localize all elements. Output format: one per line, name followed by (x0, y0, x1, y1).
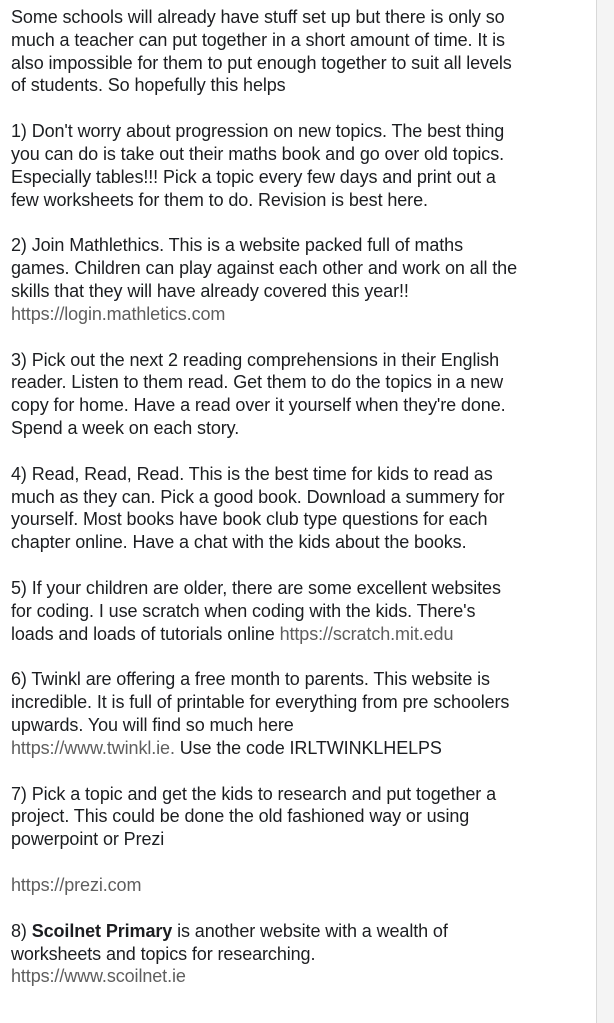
tip-5-paragraph (11, 577, 596, 645)
text-segment: 8) (11, 920, 32, 941)
tip-4-paragraph (11, 463, 596, 554)
tip-7-paragraph (11, 783, 596, 851)
text-line: 2) Join Mathlethics. This is a website packed full of maths (11, 235, 463, 256)
text-line: few worksheets for them to do. Revision is best here. (11, 189, 428, 210)
intro-paragraph (11, 6, 596, 97)
prezi-link[interactable]: https://prezi.com (11, 874, 142, 895)
text-line: 3) Pick out the next 2 reading comprehensions in their English (11, 349, 500, 370)
link-line (11, 303, 596, 326)
scrollbar-track[interactable] (596, 0, 614, 1023)
text-line: chapter online. Have a chat with the kids about the books. (11, 532, 467, 553)
text-line: Especially tables!!! Pick a topic every few days and print out a (11, 166, 496, 187)
link-line (11, 874, 596, 897)
text-line: much a teacher can put together in a short amount of time. It is (11, 29, 505, 50)
tip-3-paragraph (11, 349, 596, 440)
text-line-with-link (11, 737, 596, 760)
scoilnet-link[interactable]: https://www.scoilnet.ie (11, 966, 186, 987)
text-line-with-link (11, 623, 596, 646)
text-line: also impossible for them to put enough together to suit all levels (11, 52, 512, 73)
text-line: of students. So hopefully this helps (11, 75, 286, 96)
prezi-link-paragraph (11, 874, 596, 897)
text-segment: loads and loads of tutorials online (11, 623, 280, 644)
text-line: copy for home. Have a read over it yourself when they're done. (11, 395, 506, 416)
text-line: Spend a week on each story. (11, 417, 240, 438)
text-line: 7) Pick a topic and get the kids to research and put together a (11, 783, 497, 804)
text-line: 6) Twinkl are offering a free month to parents. This website is (11, 669, 490, 690)
scoilnet-name: Scoilnet Primary (31, 920, 173, 941)
text-line: worksheets and topics for researching. (11, 943, 316, 964)
text-line: skills that they will have already covered this year!! (11, 280, 409, 301)
text-line: reader. Listen to them read. Get them to do the topics in a new (11, 372, 503, 393)
tip-6-paragraph (11, 668, 596, 759)
text-segment: is another website with a wealth of (172, 920, 448, 941)
text-line: 4) Read, Read, Read. This is the best time for kids to read as (11, 463, 493, 484)
tip-8-paragraph (11, 920, 596, 988)
tip-2-paragraph (11, 234, 596, 325)
text-line: you can do is take out their maths book and go over old topics. (11, 143, 504, 164)
twinkl-code-text: Use the code IRLTWINKLHELPS (174, 737, 442, 758)
text-line: project. This could be done the old fashioned way or using (11, 806, 470, 827)
text-line: 1) Don't worry about progression on new topics. The best thing (11, 121, 505, 142)
text-line (11, 920, 596, 943)
tip-1-paragraph (11, 120, 596, 211)
text-line: for coding. I use scratch when coding with the kids. There's (11, 600, 476, 621)
text-line: Some schools will already have stuff set up but there is only so (11, 7, 505, 27)
twinkl-link[interactable]: https://www.twinkl.ie. (11, 737, 175, 758)
text-line: much as they can. Pick a good book. Download a summery for (11, 486, 505, 507)
text-line: upwards. You will find so much here (11, 714, 294, 735)
text-line: 5) If your children are older, there are some excellent websites (11, 577, 501, 598)
text-line: incredible. It is full of printable for everything from pre schoolers (11, 692, 510, 713)
text-line: yourself. Most books have book club type questions for each (11, 509, 488, 530)
text-line: powerpoint or Prezi (11, 829, 165, 850)
text-line: games. Children can play against each other and work on all the (11, 258, 518, 279)
mathletics-link[interactable]: https://login.mathletics.com (11, 303, 226, 324)
link-line (11, 965, 596, 988)
scratch-link[interactable]: https://scratch.mit.edu (279, 623, 454, 644)
